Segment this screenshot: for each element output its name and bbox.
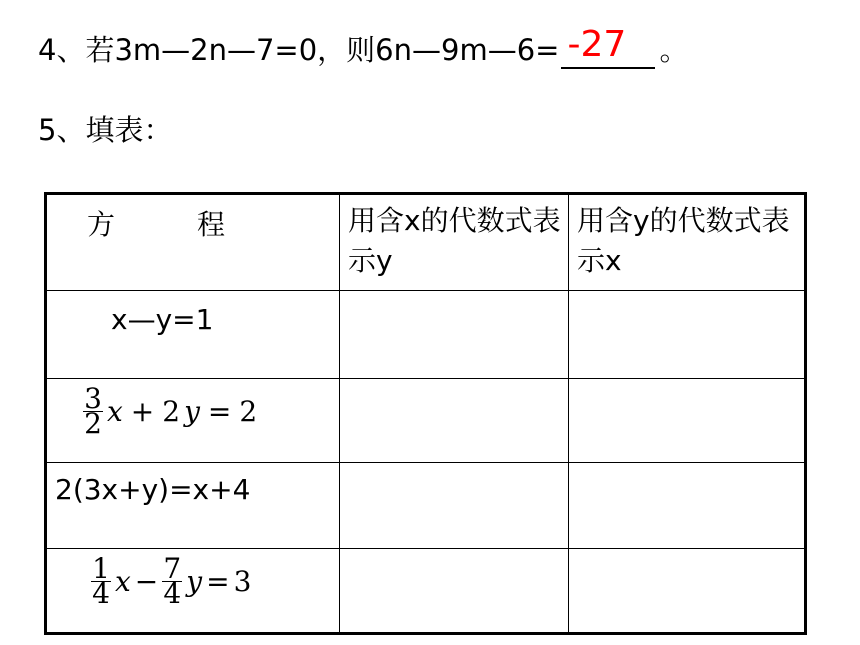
right-hand-side: 2: [239, 395, 258, 428]
equals-sign: =: [206, 565, 230, 598]
answer-cell-x[interactable]: [569, 463, 806, 549]
answer-cell-y[interactable]: [340, 549, 569, 634]
question-4: [38, 24, 689, 69]
table-row: [46, 379, 806, 463]
answer-cell-x[interactable]: [569, 549, 806, 634]
operator: −: [134, 565, 159, 598]
header-equation-char2: 程: [197, 208, 226, 241]
answer-value: -27: [567, 24, 627, 65]
coefficient: 2: [162, 395, 181, 428]
fill-table: [44, 192, 807, 635]
fraction: [91, 552, 111, 610]
equation-cell: x—y=1: [46, 291, 340, 379]
header-y-in-x: 用含x的代数式表示y: [340, 194, 569, 291]
fraction: [83, 382, 103, 440]
table-header-row: [46, 194, 806, 291]
header-equation: [46, 194, 340, 291]
question-5-title: 5、填表：: [38, 113, 173, 147]
answer-cell-x[interactable]: [569, 379, 806, 463]
equation-cell: 2(3x+y)=x+4: [46, 463, 340, 549]
equation-cell: [46, 549, 340, 634]
fraction-numerator: 7: [163, 552, 182, 585]
answer-cell-y[interactable]: [340, 379, 569, 463]
equation-cell: [46, 379, 340, 463]
answer-blank: [561, 24, 655, 69]
variable-x: x: [115, 565, 131, 598]
question-4-end: 。: [659, 33, 689, 67]
fraction-denominator: 2: [84, 407, 102, 440]
variable-y: y: [186, 565, 203, 598]
table-row: [46, 463, 806, 549]
header-equation-char1: 方: [87, 208, 116, 241]
question-4-text: 4、若3m—2n—7=0，则6n—9m—6=: [38, 33, 560, 67]
table-row: [46, 549, 806, 634]
answer-cell-x[interactable]: [569, 291, 806, 379]
fraction-denominator: 4: [92, 577, 110, 610]
variable-x: x: [107, 395, 123, 428]
answer-cell-y[interactable]: [340, 463, 569, 549]
fraction: [162, 552, 182, 610]
header-x-in-y: 用含y的代数式表示x: [569, 194, 806, 291]
right-hand-side: 3: [233, 565, 252, 598]
fraction-numerator: 1: [92, 552, 110, 585]
equals-sign: =: [207, 395, 232, 428]
answer-cell-y[interactable]: [340, 291, 569, 379]
table-row: [46, 291, 806, 379]
fraction-numerator: 3: [84, 382, 102, 415]
fraction-denominator: 4: [163, 577, 182, 610]
variable-y: y: [184, 395, 200, 428]
operator: +: [130, 395, 155, 428]
